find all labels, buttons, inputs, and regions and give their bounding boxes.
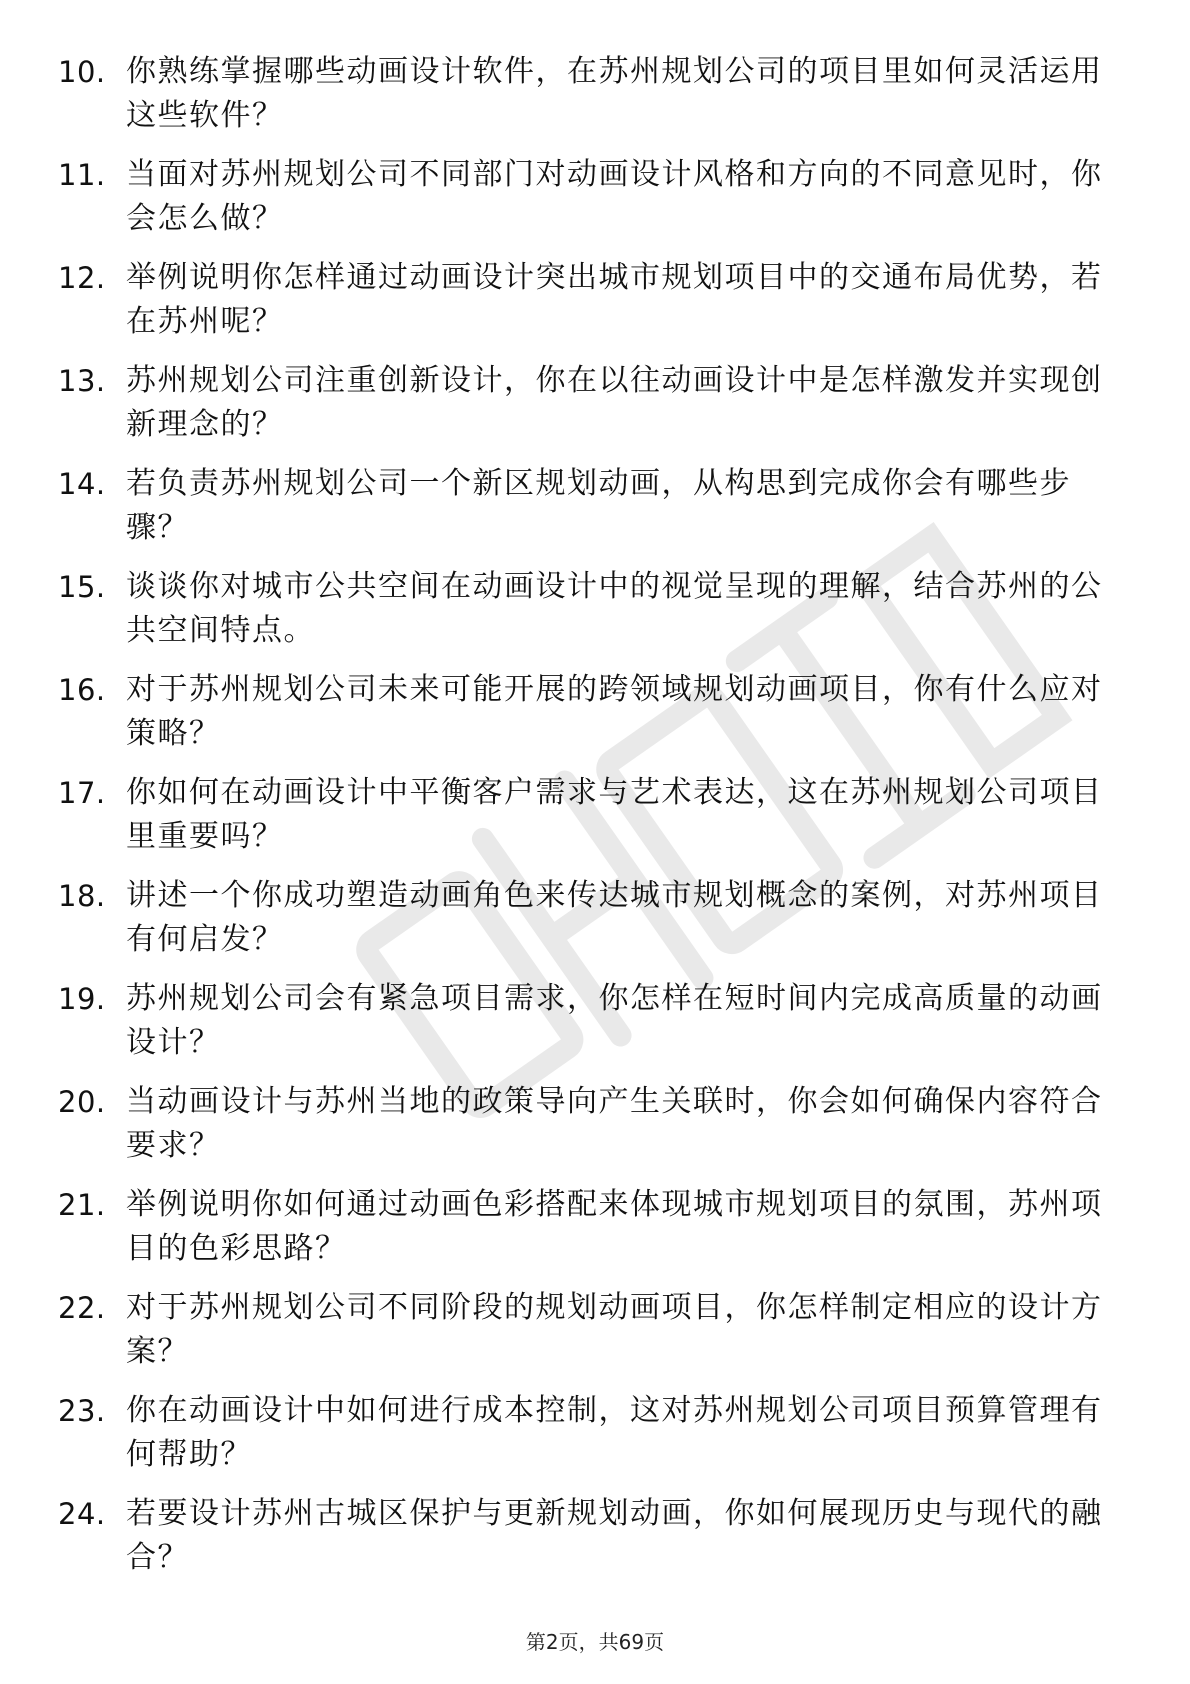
- question-text: 若要设计苏州古城区保护与更新规划动画，你如何展现历史与现代的融合？: [126, 1496, 1103, 1575]
- question-number: 17.: [58, 776, 106, 810]
- question-text: 对于苏州规划公司未来可能开展的跨领域规划动画项目，你有什么应对策略？: [126, 672, 1103, 751]
- question-number: 15.: [58, 570, 106, 604]
- question-text: 举例说明你怎样通过动画设计突出城市规划项目中的交通布局优势，若在苏州呢？: [126, 260, 1103, 339]
- question-number: 19.: [58, 982, 106, 1016]
- question-item: [58, 462, 1118, 565]
- question-item: [58, 565, 1118, 668]
- question-number: 16.: [58, 673, 106, 707]
- question-number: 18.: [58, 879, 106, 913]
- question-item: [58, 359, 1118, 462]
- question-text: 举例说明你如何通过动画色彩搭配来体现城市规划项目的氛围，苏州项目的色彩思路？: [126, 1187, 1103, 1266]
- question-text: 你熟练掌握哪些动画设计软件，在苏州规划公司的项目里如何灵活运用这些软件？: [126, 54, 1103, 133]
- question-item: [58, 50, 1118, 153]
- question-number: 24.: [58, 1497, 106, 1531]
- question-text: 你如何在动画设计中平衡客户需求与艺术表达，这在苏州规划公司项目里重要吗？: [126, 775, 1103, 854]
- question-number: 14.: [58, 467, 106, 501]
- page-footer: [0, 1630, 1190, 1654]
- question-item: [58, 1080, 1118, 1183]
- question-number: 20.: [58, 1085, 106, 1119]
- question-item: [58, 977, 1118, 1080]
- question-item: [58, 874, 1118, 977]
- question-number: 23.: [58, 1394, 106, 1428]
- question-item: [58, 668, 1118, 771]
- question-item: [58, 153, 1118, 256]
- question-text: 对于苏州规划公司不同阶段的规划动画项目，你怎样制定相应的设计方案？: [126, 1290, 1103, 1369]
- question-text: 谈谈你对城市公共空间在动画设计中的视觉呈现的理解，结合苏州的公共空间特点。: [126, 569, 1103, 648]
- question-list: [58, 50, 1118, 1595]
- question-text: 苏州规划公司注重创新设计，你在以往动画设计中是怎样激发并实现创新理念的？: [126, 363, 1103, 442]
- question-item: [58, 1286, 1118, 1389]
- question-text: 你在动画设计中如何进行成本控制，这对苏州规划公司项目预算管理有何帮助？: [126, 1393, 1103, 1472]
- question-number: 13.: [58, 364, 106, 398]
- page-number-label: 第2页，共69页: [525, 1630, 665, 1654]
- question-item: [58, 1492, 1118, 1595]
- question-number: 11.: [58, 158, 106, 192]
- question-number: 21.: [58, 1188, 106, 1222]
- question-text: 讲述一个你成功塑造动画角色来传达城市规划概念的案例，对苏州项目有何启发？: [126, 878, 1103, 957]
- question-item: [58, 771, 1118, 874]
- question-number: 22.: [58, 1291, 106, 1325]
- question-text: 苏州规划公司会有紧急项目需求，你怎样在短时间内完成高质量的动画设计？: [126, 981, 1103, 1060]
- question-item: [58, 1183, 1118, 1286]
- question-item: [58, 256, 1118, 359]
- question-number: 10.: [58, 55, 106, 89]
- question-text: 若负责苏州规划公司一个新区规划动画，从构思到完成你会有哪些步骤？: [126, 466, 1071, 545]
- question-number: 12.: [58, 261, 106, 295]
- question-text: 当面对苏州规划公司不同部门对动画设计风格和方向的不同意见时，你会怎么做？: [126, 157, 1103, 236]
- question-text: 当动画设计与苏州当地的政策导向产生关联时，你会如何确保内容符合要求？: [126, 1084, 1103, 1163]
- question-item: [58, 1389, 1118, 1492]
